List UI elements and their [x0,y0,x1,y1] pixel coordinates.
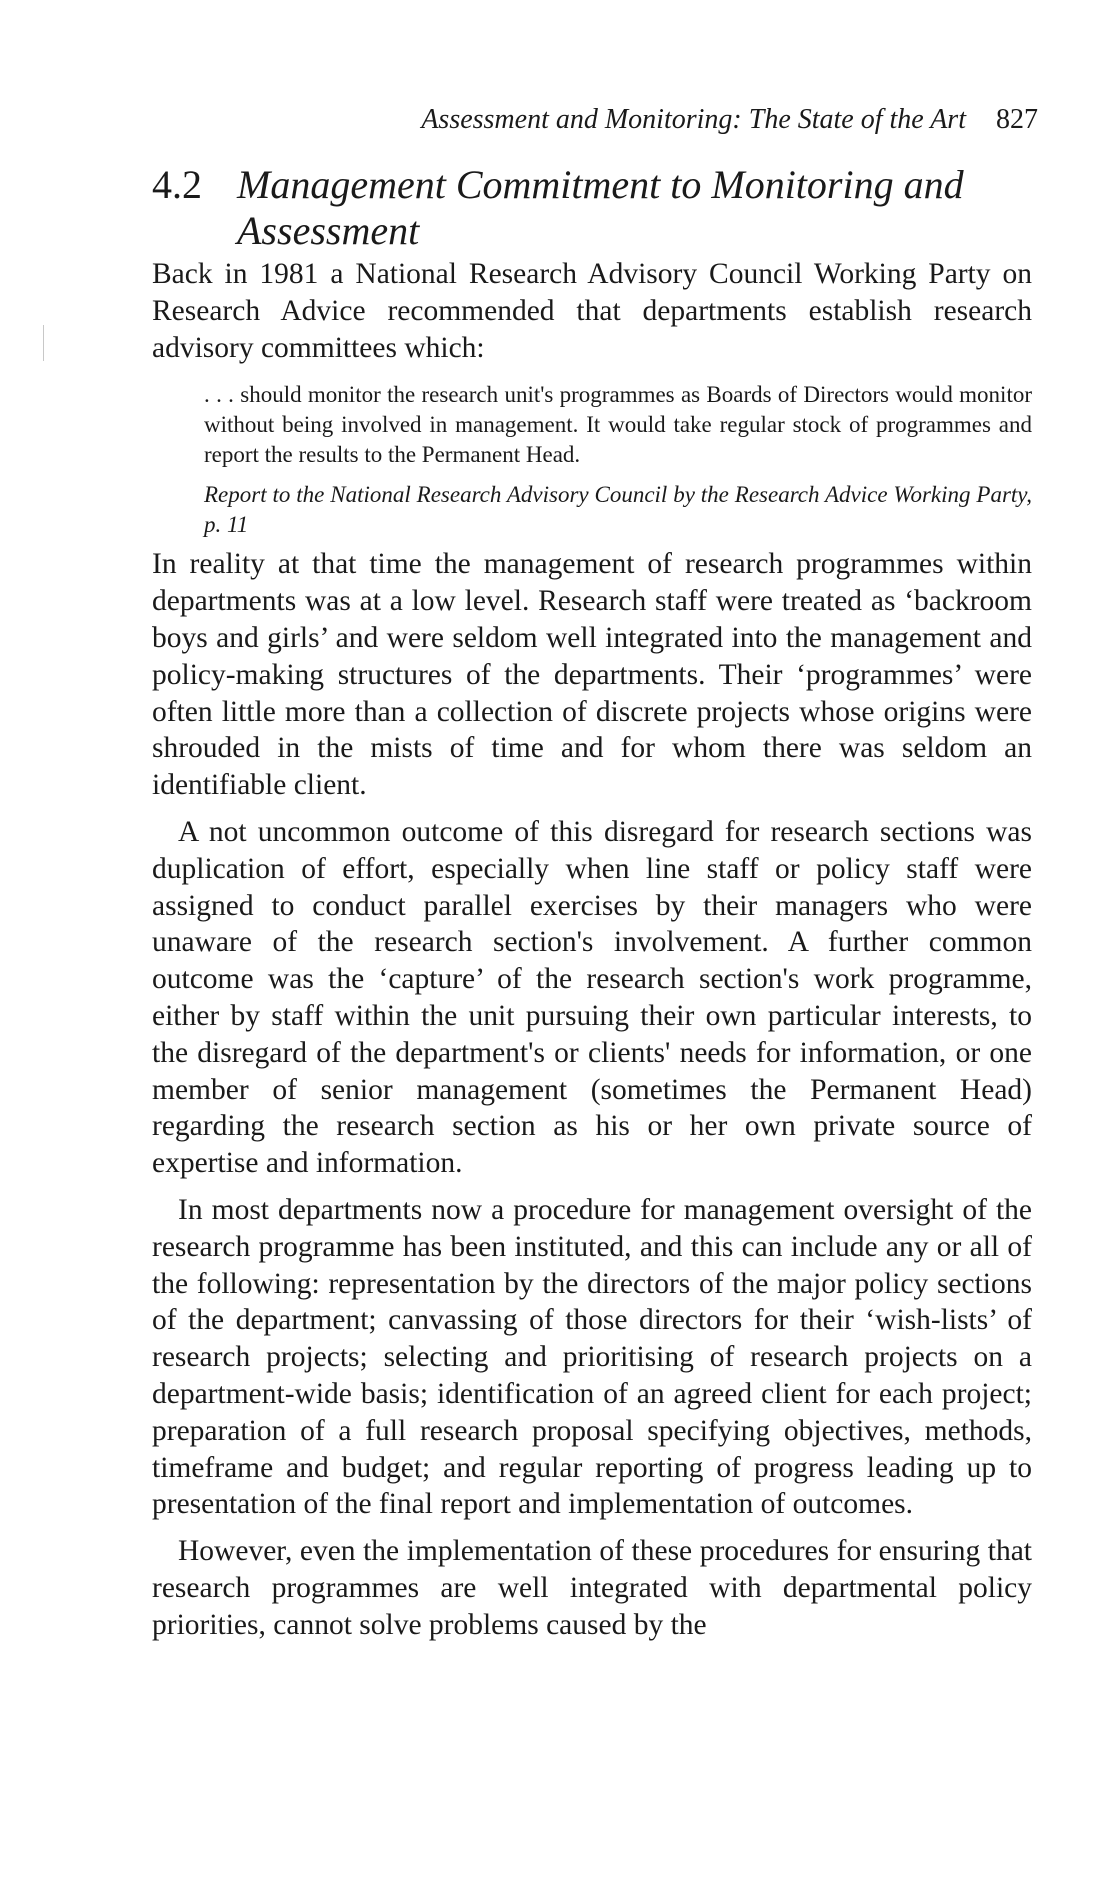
paragraph-2: In reality at that time the management of research programmes within departments was at a low level. Research staff were treated as ‘backroom boys and girls’ and were seldom well integrated into the management and policy-making structures of the departments. Their ‘programmes’ were often little more than a collection of discrete projects whose origins were shrouded in the mists of time and for whom there was seldom an identifiable client. [152,548,1032,802]
running-head-title: Assessment and Monitoring: The State of the Art [421,104,966,135]
section-number: 4.2 [152,162,202,207]
document-page [152,104,1038,1644]
paragraph-3: A not uncommon outcome of this disregard for research sections was duplication of effort, especially when line staff or policy staff were assigned to conduct parallel exercises by their managers who were unaware of the research section's involvement. A further common outcome was the ‘capture’ of the research section's work programme, either by staff within the unit pursuing their own particular interests, to the disregard of the department's or clients' needs for information, or one member of senior management (sometimes the Permanent Head) regarding the research section as his or her own private source of expertise and information. [152,815,1032,1180]
quote-citation: Report to the National Research Advisory Council by the Research Advice Working Party, p. 11 [204,482,1032,538]
paragraph-1: Back in 1981 a National Research Advisory Council Working Party on Research Advice recommended that departments establish research advisory committees which: [152,258,1032,364]
block-quote: . . . should monitor the research unit's programmes as Boards of Directors would monitor without being involved in management. It would take regular stock of programmes and report the results to the Permanent Head. [204,382,1032,468]
margin-mark [43,325,44,361]
paragraph-5: However, even the implementation of these procedures for ensuring that research programmes are well integrated with departmental policy priorities, cannot solve problems caused by the [152,1535,1032,1641]
page-number: 827 [996,104,1038,135]
running-head [152,104,1038,136]
paragraph-4: In most departments now a procedure for management oversight of the research programme has been instituted, and this can include any or all of the following: representation by the directors of the major policy sections of the department; canvassing of those directors for their ‘wish-lists’ of research projects; selecting and prioritising of research projects on a department-wide basis; identification of an agreed client for each project; preparation of a full research proposal specifying objectives, methods, timeframe and budget; and regular reporting of progress leading up to presentation of the final report and implementation of outcomes. [152,1193,1032,1521]
section-title: Management Commitment to Monitoring and Assessment [237,162,964,253]
section-heading [152,162,1032,254]
